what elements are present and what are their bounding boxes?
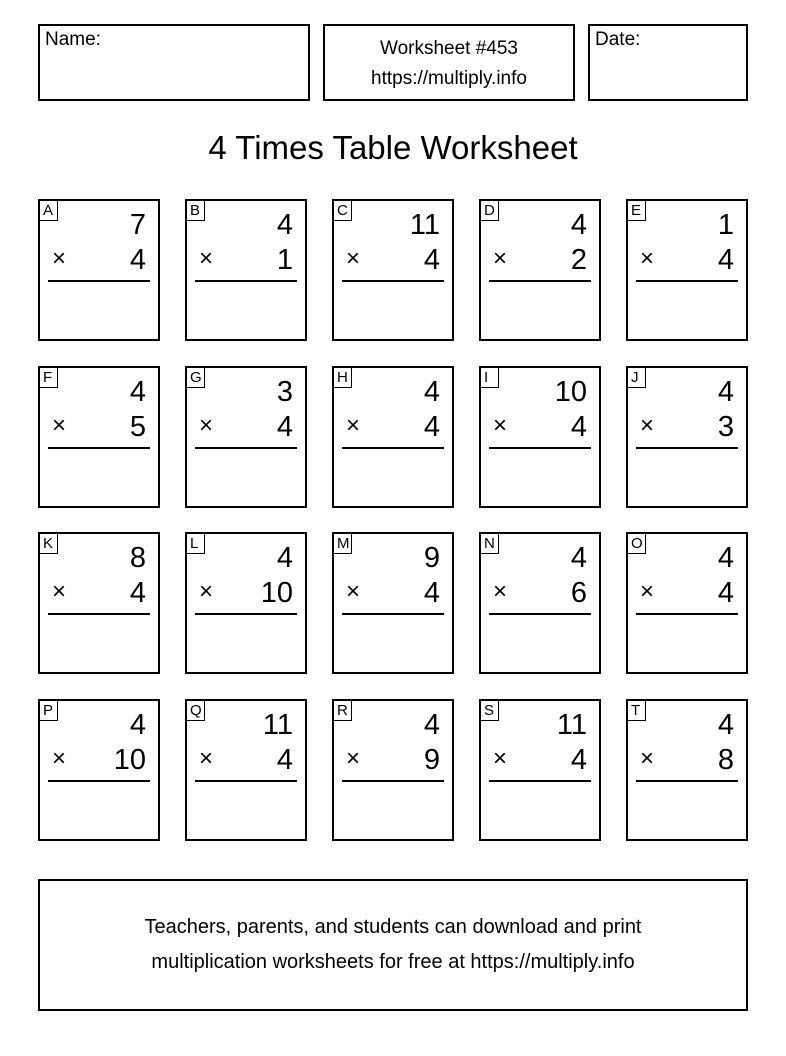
times-icon: ×: [640, 412, 655, 439]
times-icon: ×: [493, 245, 508, 272]
multiplier: 4: [423, 577, 440, 609]
problem-card: [626, 199, 748, 341]
multiplier: 4: [276, 744, 293, 776]
answer-rule: [489, 280, 591, 282]
times-icon: ×: [346, 245, 361, 272]
problem-card: [626, 366, 748, 508]
answer-rule: [489, 613, 591, 615]
multiplicand: 1: [717, 209, 734, 241]
problem-card: [332, 366, 454, 508]
times-icon: ×: [52, 245, 67, 272]
answer-space[interactable]: [636, 786, 738, 834]
multiplicand: 4: [570, 542, 587, 574]
worksheet-number: Worksheet #453: [379, 38, 518, 59]
multiplier: 5: [129, 411, 146, 443]
answer-rule: [48, 280, 150, 282]
multiplier: 4: [129, 244, 146, 276]
answer-space[interactable]: [48, 286, 150, 334]
problem-letter: A: [39, 200, 58, 221]
problem-card: [332, 199, 454, 341]
problem-letter: C: [333, 200, 352, 221]
times-icon: ×: [493, 745, 508, 772]
multiplicand: 10: [554, 376, 587, 408]
multiplier: 4: [423, 244, 440, 276]
problem-card: [479, 699, 601, 841]
problem-letter: T: [627, 700, 646, 721]
problem-card: [332, 532, 454, 674]
answer-rule: [342, 613, 444, 615]
multiplicand: 11: [262, 709, 293, 741]
answer-rule: [342, 780, 444, 782]
times-icon: ×: [493, 412, 508, 439]
multiplicand: 4: [276, 542, 293, 574]
problem-card: [38, 366, 160, 508]
multiplicand: 4: [717, 709, 734, 741]
problem-card: [626, 699, 748, 841]
multiplier: 1: [276, 244, 293, 276]
problem-letter: Q: [186, 700, 205, 721]
times-icon: ×: [493, 578, 508, 605]
answer-space[interactable]: [48, 786, 150, 834]
answer-space[interactable]: [195, 786, 297, 834]
multiplier: 4: [717, 244, 734, 276]
problem-letter: R: [333, 700, 352, 721]
multiplicand: 4: [570, 209, 587, 241]
answer-space[interactable]: [489, 286, 591, 334]
problem-letter: O: [627, 533, 646, 554]
problem-letter: D: [480, 200, 499, 221]
answer-rule: [195, 613, 297, 615]
problem-letter: K: [39, 533, 58, 554]
multiplier: 3: [717, 411, 734, 443]
problem-letter: N: [480, 533, 499, 554]
multiplicand: 11: [556, 709, 587, 741]
answer-space[interactable]: [636, 619, 738, 667]
footer-line-1: Teachers, parents, and students can download and print: [144, 916, 642, 938]
times-icon: ×: [346, 745, 361, 772]
multiplicand: 4: [423, 376, 440, 408]
answer-rule: [489, 780, 591, 782]
multiplier: 4: [570, 744, 587, 776]
problem-letter: B: [186, 200, 205, 221]
answer-rule: [636, 780, 738, 782]
times-icon: ×: [640, 245, 655, 272]
multiplier: 10: [113, 744, 146, 776]
problem-letter: P: [39, 700, 58, 721]
multiplier: 4: [129, 577, 146, 609]
problem-card: [38, 699, 160, 841]
problem-letter: L: [186, 533, 205, 554]
times-icon: ×: [346, 412, 361, 439]
multiplier: 8: [717, 744, 734, 776]
problem-card: [185, 199, 307, 341]
answer-rule: [489, 447, 591, 449]
footer-line-2: multiplication worksheets for free at https://multiply.info: [151, 951, 635, 973]
answer-rule: [48, 447, 150, 449]
multiplicand: 3: [276, 376, 293, 408]
answer-space[interactable]: [489, 453, 591, 501]
problem-card: [185, 699, 307, 841]
times-icon: ×: [199, 245, 214, 272]
answer-space[interactable]: [489, 786, 591, 834]
times-icon: ×: [199, 578, 214, 605]
problem-card: [332, 699, 454, 841]
answer-rule: [636, 280, 738, 282]
answer-space[interactable]: [489, 619, 591, 667]
times-icon: ×: [346, 578, 361, 605]
name-label: Name:: [45, 29, 101, 50]
answer-space[interactable]: [342, 286, 444, 334]
multiplier: 10: [260, 577, 293, 609]
answer-rule: [636, 447, 738, 449]
times-icon: ×: [640, 745, 655, 772]
multiplicand: 8: [129, 542, 146, 574]
answer-space[interactable]: [636, 286, 738, 334]
multiplier: 2: [570, 244, 587, 276]
answer-space[interactable]: [342, 453, 444, 501]
multiplier: 4: [423, 411, 440, 443]
answer-space[interactable]: [195, 619, 297, 667]
answer-rule: [48, 613, 150, 615]
problem-letter: S: [480, 700, 499, 721]
problem-letter: M: [333, 533, 352, 554]
problem-card: [479, 366, 601, 508]
problem-card: [479, 199, 601, 341]
problem-card: [185, 366, 307, 508]
multiplicand: 11: [409, 209, 440, 241]
page-title: 4 Times Table Worksheet: [208, 129, 578, 166]
times-icon: ×: [199, 412, 214, 439]
multiplicand: 4: [717, 376, 734, 408]
multiplier: 6: [570, 577, 587, 609]
problem-letter: I: [480, 367, 499, 388]
times-icon: ×: [199, 745, 214, 772]
problem-letter: J: [627, 367, 646, 388]
answer-space[interactable]: [342, 619, 444, 667]
multiplicand: 7: [129, 209, 146, 241]
times-icon: ×: [52, 578, 67, 605]
answer-space[interactable]: [195, 453, 297, 501]
multiplicand: 4: [717, 542, 734, 574]
times-icon: ×: [52, 412, 67, 439]
answer-space[interactable]: [195, 286, 297, 334]
problem-card: [185, 532, 307, 674]
multiplicand: 4: [129, 709, 146, 741]
problem-card: [626, 532, 748, 674]
answer-space[interactable]: [342, 786, 444, 834]
multiplicand: 9: [423, 542, 440, 574]
worksheet-url: https://multiply.info: [371, 68, 527, 89]
multiplicand: 4: [129, 376, 146, 408]
date-label: Date:: [595, 29, 641, 50]
answer-rule: [195, 780, 297, 782]
answer-rule: [195, 280, 297, 282]
answer-rule: [342, 447, 444, 449]
answer-rule: [636, 613, 738, 615]
times-icon: ×: [640, 578, 655, 605]
problem-letter: F: [39, 367, 58, 388]
answer-rule: [342, 280, 444, 282]
multiplicand: 4: [423, 709, 440, 741]
problem-letter: H: [333, 367, 352, 388]
problem-card: [38, 199, 160, 341]
problem-letter: E: [627, 200, 646, 221]
times-icon: ×: [52, 745, 67, 772]
problem-letter: G: [186, 367, 205, 388]
multiplier: 4: [717, 577, 734, 609]
answer-space[interactable]: [48, 619, 150, 667]
answer-space[interactable]: [636, 453, 738, 501]
multiplicand: 4: [276, 209, 293, 241]
footer-note: [38, 879, 748, 1011]
multiplier: 4: [570, 411, 587, 443]
problem-card: [479, 532, 601, 674]
problem-card: [38, 532, 160, 674]
answer-rule: [195, 447, 297, 449]
multiplier: 9: [423, 744, 440, 776]
answer-rule: [48, 780, 150, 782]
answer-space[interactable]: [48, 453, 150, 501]
multiplier: 4: [276, 411, 293, 443]
